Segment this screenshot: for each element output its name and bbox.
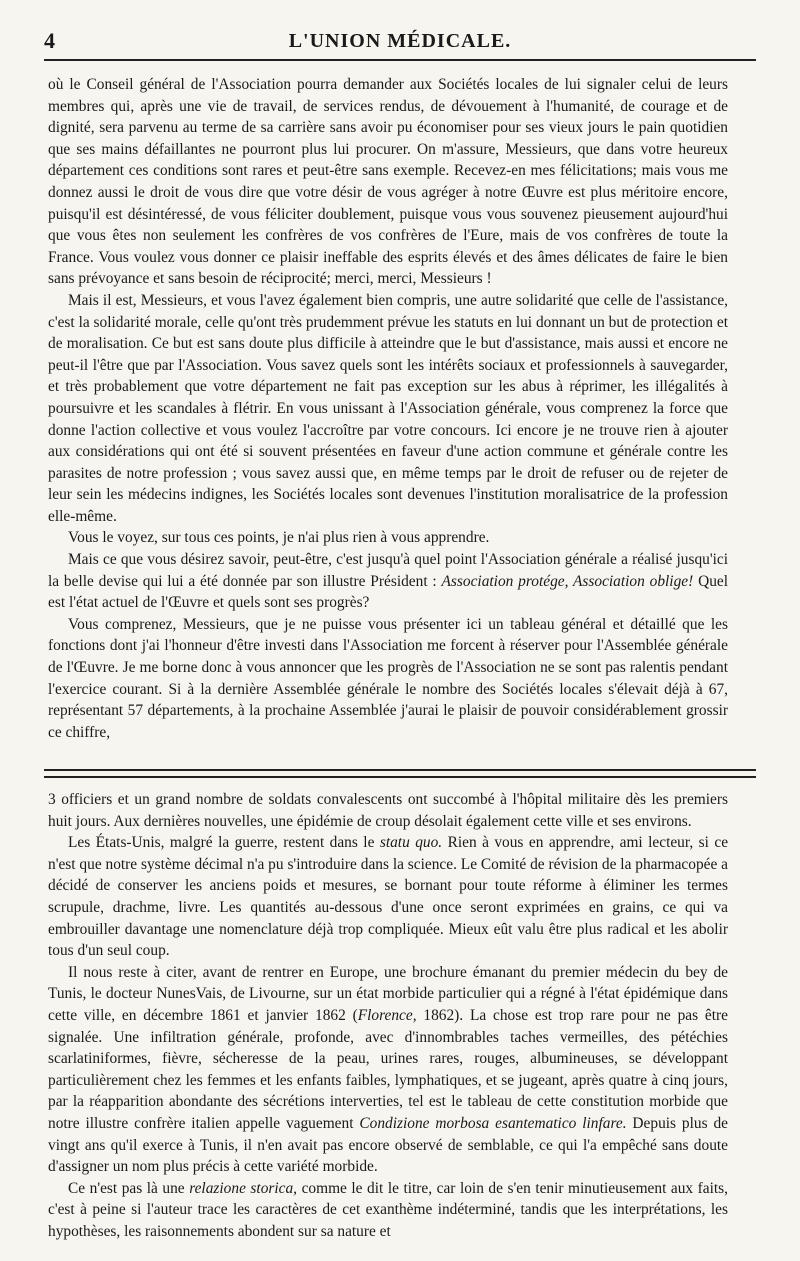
page-header — [44, 22, 756, 52]
article-paragraph-3: Vous le voyez, sur tous ces points, je n'ai plus rien à vous apprendre. — [68, 529, 490, 547]
running-title: L'UNION MÉDICALE. — [288, 30, 512, 52]
feuilleton-paragraph-2 — [48, 832, 728, 962]
article-paragraph-5: Vous comprenez, Messieurs, que je ne puisse vous présenter ici un tableau général et détaillé que les fonctions dont j'ai l'honneur d'être investi dans l'Association me forcent à réserver pour l'Assemblée générale de l'Œuvre. Je me borne donc à vous annoncer que les progrès de l'Association ne se sont pas ralentis pendant l'exercice courant. Si à la dernière Assemblée générale le nombre des Sociétés locales s'élevait déjà à 67, représentant 57 départements, à la prochaine Assemblée j'aurai le plaisir de pouvoir considérablement grossir ce chiffre, — [48, 615, 728, 741]
paragraph-text: comme le dit le titre, car loin de s'en tenir minutieusement aux faits, c'est à peine si l'auteur trace les caractères de cet exanthème indéterminé, tandis que les interprétations, les hypothèses, les raisonnements abondent sur sa nature et — [48, 1179, 728, 1240]
article-paragraph-4 — [48, 549, 728, 614]
article-paragraph-1: où le Conseil général de l'Association pourra demander aux Sociétés locales de lui signaler celui de leurs membres qui, après une vie de travail, de services rendus, de dévouement à l'humanité, de courage et de dignité, sera parvenu au terme de sa carrière sans avoir pu économiser pour ses vieux jours le pain quotidien que ses mains défaillantes ne pourront plus lui procurer. On m'assure, Messieurs, que dans votre heureux département ces conditions sont rares et peut-être sans exemple. Recevez-en mes félicitations; mais vous me donnez aussi le droit de vous dire que votre désir de vous agréger à notre Œuvre est plus méritoire encore, puisqu'il est désintéressé, de vous féliciter doublement, puisque vous vous souvenez pieusement aujourd'hui que vous êtes non seulement les confrères de vos confrères de l'Eure, mais de vos confrères de toute la France. Vous voulez vous donner ce plaisir ineffable des esprits élevés et des âmes délicates de faire le bien sans prévoyance et sans besoin de réciprocité; merci, merci, Messieurs ! — [48, 76, 728, 288]
article-paragraph-2: Mais il est, Messieurs, et vous l'avez également bien compris, une autre solidarité que celle de l'assistance, c'est la solidarité morale, celle qu'ont très prudemment prévue les statuts en lui donnant un but de protection et de moralisation. Ce but est sans doute plus difficile à atteindre que le but d'assistance, mais aussi et encore ne peut-il l'être que par l'Association. Vous savez quels sont les intérêts sociaux et professionnels à sauvegarder, et très probablement que votre département ne fait pas exception sur les abus à réprimer, les illégalités à poursuivre et les scandales à flétrir. En vous unissant à l'Association générale, vous comprenez la force que donne l'action collective et vous voulez l'accroître par votre concours. Ici encore je ne trouve rien à ajouter aux considérations qui ont été si souvent présentées en faveur d'une action commune et générale contre les parasites de notre profession ; vous savez aussi que, en même temps par le droit de refuser ou de rejeter de leur sein les médecins indignes, les Sociétés locales sont devenues l'institution moralisatrice de la profession elle-même. — [48, 291, 728, 525]
feuilleton-section — [48, 789, 728, 1242]
paragraph-text: Les États-Unis, malgré la guerre, restent dans le — [68, 834, 380, 852]
feuilleton-paragraph-4 — [48, 1178, 728, 1243]
paragraph-text: Quel est l'état actuel de l'Œuvre et quels sont ses progrès? — [48, 572, 728, 612]
feuilleton-separator — [44, 769, 756, 778]
italic-place: Florence, — [357, 1006, 417, 1024]
paragraph-text: Depuis plus de vingt ans qu'il exerce à Tunis, il n'en avait pas encore observé de semblable, ce qui l'a empêché sans doute d'assigner un nom plus précis à cette variété morbide. — [48, 1114, 728, 1176]
main-article — [48, 74, 728, 743]
italic-phrase: statu quo. — [379, 834, 443, 852]
feuilleton-paragraph-3 — [48, 962, 728, 1178]
header-rule — [44, 59, 756, 61]
page-number: 4 — [44, 28, 55, 53]
feuilleton-paragraph-1: 3 officiers et un grand nombre de soldats convalescents ont succombé à l'hôpital militaire dès les premiers huit jours. Aux dernières nouvelles, une épidémie de croup désolait également cette ville et ses environs. — [48, 791, 728, 830]
paragraph-text: 1862). La chose est trop rare pour ne pas être signalée. Une infiltration générale, profonde, avec d'innombrables taches vermeilles, des pétéchies scarlatiniformes, fièvre, sécheresse de la peau, urines rares, rouges, albumineuses, se développant particulièrement chez les femmes et les enfants faibles, lymphatiques, et se jugeant, après quatre à cinq jours, par la réapparition abondante des sécrétions interverties, tel est le tableau de cette constitution morbide que notre illustre confrère italien appelle vaguement — [48, 1006, 728, 1132]
paragraph-text: Ce n'est pas là une — [68, 1179, 190, 1197]
italic-title: relazione storica, — [189, 1179, 298, 1197]
motto-italic: Association protége, Association oblige! — [441, 572, 694, 590]
paragraph-text: Rien à vous en apprendre, ami lecteur, si ce n'est que notre système décimal n'a pu s'introduire dans la science. Le Comité de révision de la pharmacopée a décidé de conserver les anciens poids et mesures, se bornant pour toute réforme à éliminer les termes scrupule, drachme, livre. Les quantités au-dessous d'une once seront exprimées en grains, ce qui va embrouiller davantage une nomenclature déjà trop compliquée. Mieux eût valu être plus radical et les abolir tous d'un seul coup. — [48, 834, 729, 960]
paragraph-text: Mais ce que vous désirez savoir, peut-être, c'est jusqu'à quel point l'Association générale a réalisé jusqu'ici la belle devise qui lui a été donnée par son illustre Président : — [48, 551, 728, 590]
italic-term: Condizione morbosa esantematico linfare. — [359, 1114, 627, 1132]
paragraph-text: Il nous reste à citer, avant de rentrer en Europe, une brochure émanant du premier médecin du bey de Tunis, le docteur NunesVais, de Livourne, sur un état morbide particulier qui a régné à l'état épidémique dans cette ville, en décembre 1861 et janvier 1862 ( — [48, 963, 728, 1024]
